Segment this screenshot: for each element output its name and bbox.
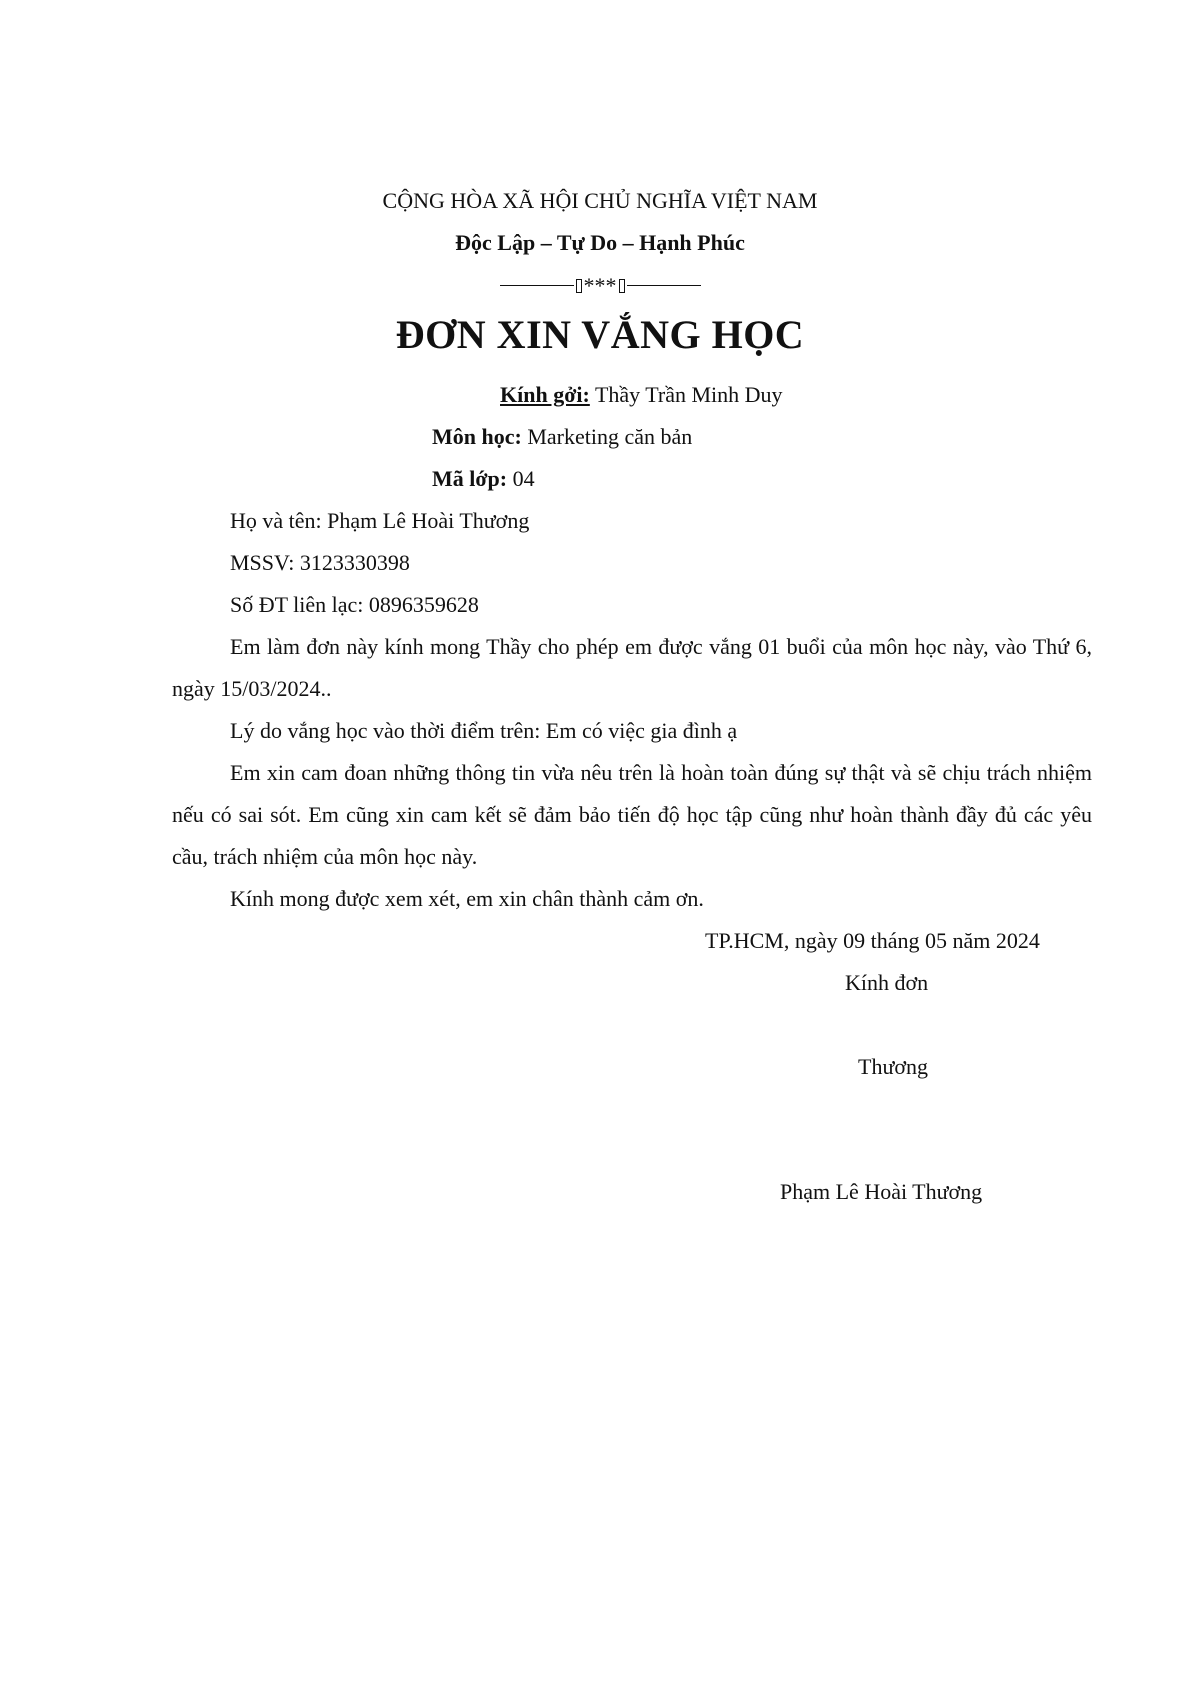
signer-full-name: Phạm Lê Hoài Thương	[780, 1179, 983, 1204]
place-date: TP.HCM, ngày 09 tháng 05 năm 2024	[705, 928, 1040, 953]
recipient-line	[500, 384, 783, 406]
closing-line: Kính mong được xem xét, em xin chân thành cảm ơn.	[230, 886, 704, 911]
separator-line	[500, 285, 574, 286]
signature: Thương	[858, 1054, 928, 1079]
recipient-value: Thầy Trần Minh Duy	[594, 382, 783, 407]
class-code-label: Mã lớp:	[432, 466, 508, 491]
request-paragraph: Em làm đơn này kính mong Thầy cho phép em được vắng 01 buổi của môn học này, vào Thứ 6, ngày 15/03/2024..	[172, 634, 1092, 701]
recipient-label: Kính gởi:	[500, 382, 590, 407]
student-name: Họ và tên: Phạm Lê Hoài Thương	[230, 508, 530, 533]
reason-paragraph: Lý do vắng học vào thời điểm trên: Em có việc gia đình ạ	[230, 718, 738, 743]
student-id: MSSV: 3123330398	[230, 550, 410, 575]
course-line	[432, 426, 692, 448]
motto: Độc Lập – Tự Do – Hạnh Phúc	[455, 230, 745, 255]
course-value: Marketing căn bản	[527, 424, 693, 449]
separator-line	[627, 285, 701, 286]
document-title: ĐƠN XIN VẮNG HỌC	[395, 312, 805, 357]
separator-box-icon	[619, 279, 625, 293]
header-separator	[0, 268, 1200, 297]
sign-off: Kính đơn	[845, 970, 929, 995]
separator-box-icon	[576, 279, 582, 293]
nation-header: CỘNG HÒA XÃ HỘI CHỦ NGHĨA VIỆT NAM	[382, 188, 818, 213]
class-code-line	[432, 468, 535, 490]
separator-stars: ***	[583, 272, 617, 298]
student-phone: Số ĐT liên lạc: 0896359628	[230, 592, 479, 617]
course-label: Môn học:	[432, 424, 522, 449]
commitment-paragraph: Em xin cam đoan những thông tin vừa nêu trên là hoàn toàn đúng sự thật và sẽ chịu trách nhiệm nếu có sai sót. Em cũng xin cam kết sẽ đảm bảo tiến độ học tập cũng như hoàn thành đầy đủ các yêu cầu, trách nhiệm của môn học này.	[172, 760, 1092, 869]
class-code-value: 04	[512, 466, 535, 491]
